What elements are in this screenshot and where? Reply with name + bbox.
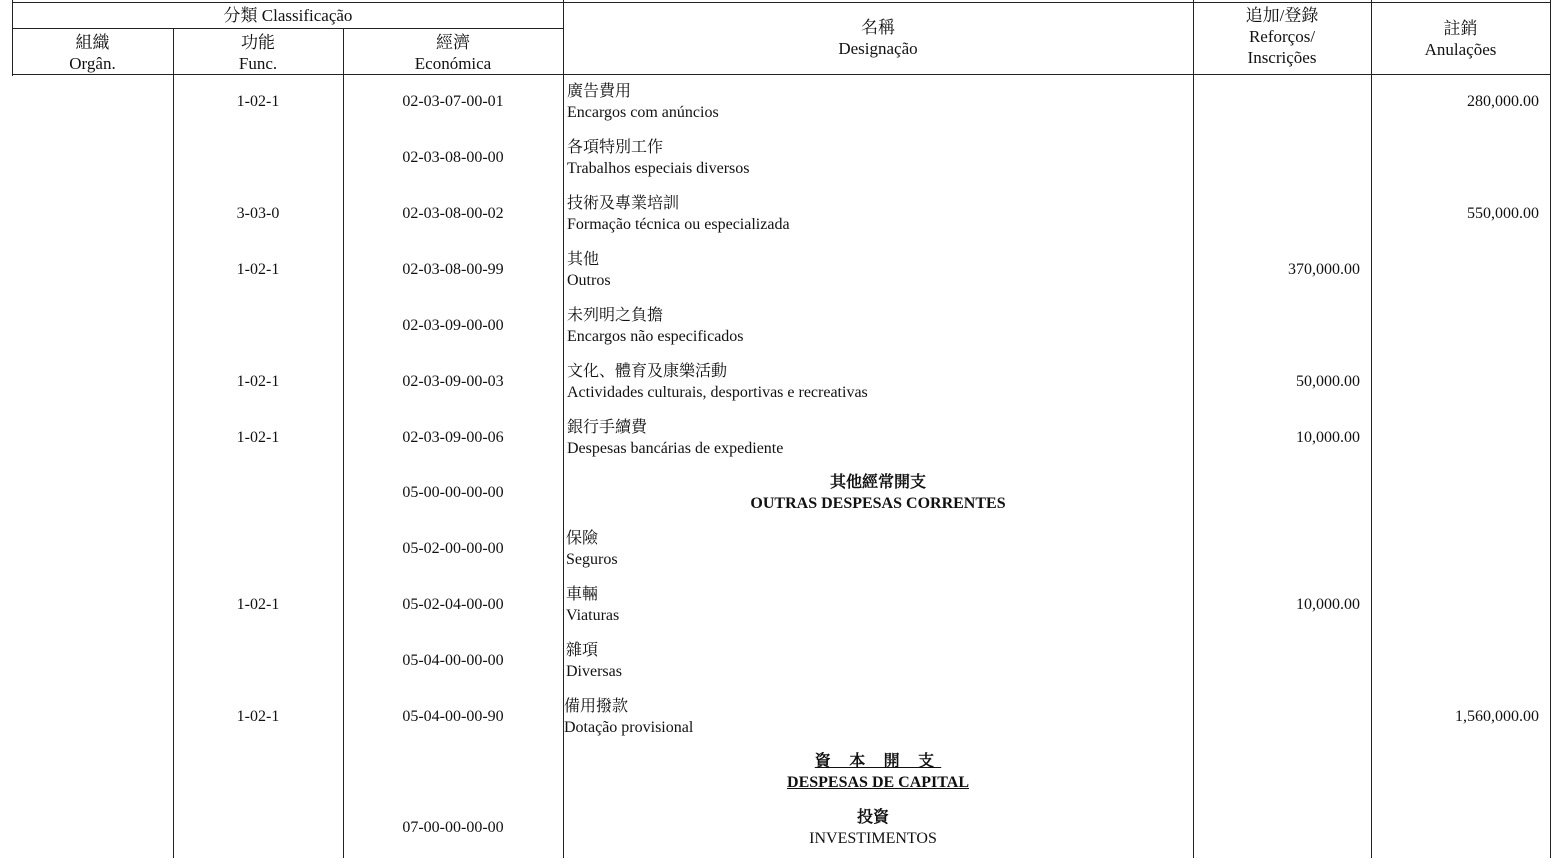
row-func: 1-02-1 (236, 373, 280, 390)
header-reforcos-pt1: Reforços/ (1248, 27, 1316, 46)
row-desig-zh: 文化、體育及康樂活動 (567, 363, 728, 380)
header-designacao-pt: Designação (838, 39, 918, 58)
row-desig-zh: 其他 (567, 251, 600, 268)
row-desig-pt: Outros (567, 272, 611, 289)
row-desig-pt: Actividades culturais, desportivas e recreativas (567, 384, 868, 401)
row-econ: 05-04-00-00-00 (402, 652, 504, 669)
row-desig-pt: Formação técnica ou especializada (567, 216, 790, 233)
investimentos-pt: INVESTIMENTOS (809, 830, 937, 847)
row-anulacao: 280,000.00 (1467, 93, 1539, 110)
header-designacao (563, 17, 1193, 59)
header-organ (12, 32, 173, 74)
investimentos-econ: 07-00-00-00-00 (402, 819, 504, 836)
row-desig-zh: 技術及專業培訓 (567, 195, 680, 212)
header-reforcos (1193, 5, 1371, 68)
header-organ-zh: 組織 (75, 33, 110, 52)
row-desig-pt: Despesas bancárias de expediente (567, 440, 784, 457)
row-desig-zh: 車輛 (566, 586, 599, 603)
row-func: 1-02-1 (236, 596, 280, 613)
row-econ: 05-04-00-00-90 (402, 708, 504, 725)
row-func: 1-02-1 (236, 261, 280, 278)
row-desig-zh: 保險 (566, 530, 599, 547)
header-anulacoes (1371, 18, 1550, 60)
row-desig-pt: Encargos com anúncios (567, 104, 719, 121)
row-desig-pt: Viaturas (566, 607, 620, 624)
row-desig-zh: 銀行手續費 (567, 419, 648, 436)
row-func: 1-02-1 (236, 708, 280, 725)
header-reforcos-zh: 追加/登錄 (1245, 6, 1319, 25)
row-desig-pt: Seguros (566, 551, 618, 568)
row-econ: 02-03-08-00-00 (402, 149, 504, 166)
header-organ-pt: Orgân. (69, 54, 116, 73)
row-reforco: 370,000.00 (1288, 261, 1360, 278)
header-bottom-rule (12, 74, 1551, 75)
row-func: 1-02-1 (236, 93, 280, 110)
header-anulacoes-pt: Anulações (1424, 40, 1497, 59)
capital-heading-zh: 資 本 開 支 (814, 753, 942, 770)
header-func (173, 32, 343, 74)
row-func: 3-03-0 (236, 205, 280, 222)
row-desig-pt: Diversas (566, 663, 622, 680)
row-func: 1-02-1 (236, 429, 280, 446)
investimentos-zh: 投資 (856, 809, 889, 826)
row-econ: 05-02-00-00-00 (402, 540, 504, 557)
table-border-right (1550, 0, 1551, 858)
col-divider-reforcos-anulacoes (1371, 0, 1372, 858)
row-econ: 02-03-08-00-99 (402, 261, 504, 278)
row-econ: 02-03-09-00-03 (402, 373, 504, 390)
row-econ: 02-03-08-00-02 (402, 205, 504, 222)
row-desig-zh: 廣告費用 (567, 83, 632, 100)
row-econ: 02-03-07-00-01 (402, 93, 504, 110)
row-econ: 05-00-00-00-00 (402, 484, 504, 501)
header-designacao-zh: 名稱 (861, 18, 895, 37)
row-reforco: 10,000.00 (1296, 429, 1360, 446)
row-econ: 02-03-09-00-06 (402, 429, 504, 446)
row-desig-pt: Dotação provisional (564, 719, 694, 736)
capital-heading-pt: DESPESAS DE CAPITAL (787, 774, 969, 791)
header-reforcos-pt2: Inscrições (1247, 48, 1317, 67)
section-heading-zh: 其他經常開支 (829, 474, 926, 491)
header-classification: 分類 Classificação (223, 6, 353, 25)
row-desig-zh: 未列明之負擔 (567, 307, 664, 324)
header-econ (343, 32, 563, 74)
row-econ: 02-03-09-00-00 (402, 317, 504, 334)
header-func-zh: 功能 (241, 33, 275, 52)
row-reforco: 50,000.00 (1296, 373, 1360, 390)
header-func-pt: Func. (238, 54, 278, 73)
section-heading-pt: OUTRAS DESPESAS CORRENTES (750, 495, 1006, 512)
table-border-top (12, 2, 1551, 3)
row-anulacao: 550,000.00 (1467, 205, 1539, 222)
row-econ: 05-02-04-00-00 (402, 596, 504, 613)
row-desig-zh: 各項特別工作 (567, 139, 664, 156)
row-desig-pt: Trabalhos especiais diversos (567, 160, 750, 177)
row-reforco: 10,000.00 (1296, 596, 1360, 613)
row-anulacao: 1,560,000.00 (1455, 708, 1539, 725)
row-desig-pt: Encargos não especificados (567, 328, 744, 345)
row-desig-zh: 備用撥款 (564, 698, 629, 715)
classification-underline (12, 28, 564, 29)
header-econ-zh: 經濟 (436, 33, 470, 52)
row-desig-zh: 雜項 (566, 642, 599, 659)
header-econ-pt: Económica (414, 54, 492, 73)
header-anulacoes-zh: 註銷 (1443, 19, 1478, 38)
